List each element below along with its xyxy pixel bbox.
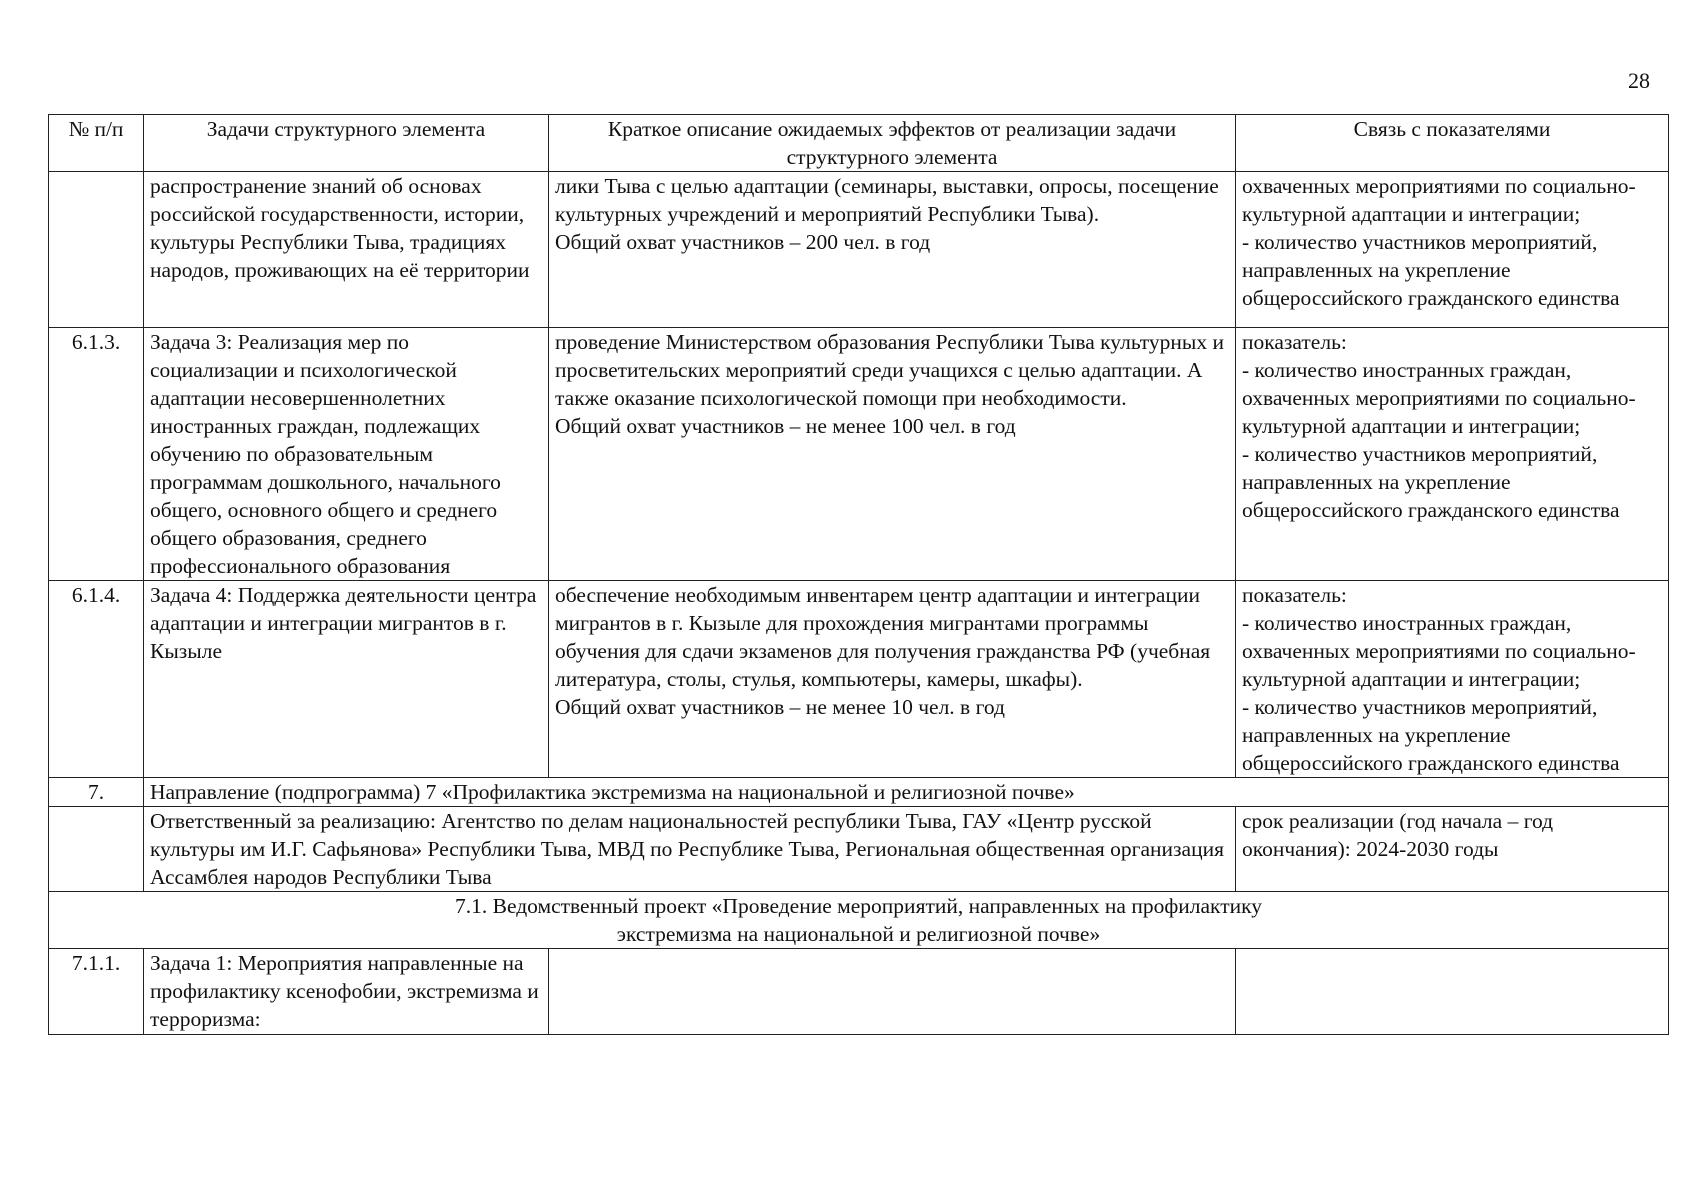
responsible-row <box>49 807 1669 892</box>
indicator-item: - количество иностранных граждан, охваченных мероприятиями по социально-культурной адаптации и интеграции; <box>1242 611 1636 691</box>
direction-row <box>49 778 1669 807</box>
effect-text: проведение Министерством образования Республики Тыва культурных и просветительских мероприятий среди учащихся с целью адаптации. А также оказание психологической помощи при необходимости. <box>555 330 1224 410</box>
indicator-item: - количество иностранных граждан, охваченных мероприятиями по социально-культурной адаптации и интеграции; <box>1242 358 1636 438</box>
row-task: Задача 1: Мероприятия направленные на профилактику ксенофобии, экстремизма и терроризма: <box>144 949 549 1035</box>
row-indicators <box>1236 172 1669 328</box>
indicator-item: - количество участников мероприятий, направленных на укрепление общероссийского гражданского единства <box>1242 230 1620 310</box>
header-tasks: Задачи структурного элемента <box>144 115 549 172</box>
table-row <box>49 328 1669 581</box>
effect-coverage: Общий охват участников – не менее 10 чел. в год <box>555 695 1005 719</box>
row-task: Задача 3: Реализация мер по социализации и психологической адаптации несовершеннолетних иностранных граждан, подлежащих обучению по образовательным программам дошкольного, начального общего, основного общего и среднего общего образования, среднего профессионального образования <box>144 328 549 581</box>
table-header-row <box>49 115 1669 172</box>
program-table <box>48 114 1669 1035</box>
row-effect <box>549 328 1236 581</box>
row-number: 6.1.3. <box>49 328 144 581</box>
header-indicators: Связь с показателями <box>1236 115 1669 172</box>
header-effects: Краткое описание ожидаемых эффектов от реализации задачи структурного элемента <box>549 115 1236 172</box>
table-row <box>49 581 1669 778</box>
row-effect <box>549 949 1236 1035</box>
project-row <box>49 892 1669 949</box>
project-title <box>49 892 1669 949</box>
row-number: 7.1.1. <box>49 949 144 1035</box>
effect-coverage: Общий охват участников – не менее 100 чел. в год <box>555 414 1016 438</box>
effect-text: обеспечение необходимым инвентарем центр адаптации и интеграции мигрантов в г. Кызыле для прохождения мигрантами программы обучения для сдачи экзаменов для получения гражданства РФ (учебная литература, столы, стулья, компьютеры, камеры, шкафы). <box>555 583 1211 691</box>
table-row <box>49 949 1669 1035</box>
indicator-item: - количество участников мероприятий, направленных на укрепление общероссийского гражданского единства <box>1242 442 1620 522</box>
empty-cell <box>49 807 144 892</box>
table-row <box>49 172 1669 328</box>
direction-title: Направление (подпрограмма) 7 «Профилактика экстремизма на национальной и религиозной почве» <box>144 778 1669 807</box>
indicator-label: показатель: <box>1242 330 1347 354</box>
header-number: № п/п <box>49 115 144 172</box>
row-effect <box>549 581 1236 778</box>
effect-coverage: Общий охват участников – 200 чел. в год <box>555 230 931 254</box>
responsible-text: Ответственный за реализацию: Агентство по делам национальностей республики Тыва, ГАУ «Центр русской культуры им И.Г. Сафьянова» Республики Тыва, МВД по Республике Тыва, Региональная общественная организация Ассамблея народов Республики Тыва <box>144 807 1236 892</box>
row-number <box>49 172 144 328</box>
indicator-label: показатель: <box>1242 583 1347 607</box>
row-indicators <box>1236 581 1669 778</box>
row-number: 6.1.4. <box>49 581 144 778</box>
row-task: Задача 4: Поддержка деятельности центра адаптации и интеграции мигрантов в г. Кызыле <box>144 581 549 778</box>
row-indicators <box>1236 949 1669 1035</box>
project-title-text: 7.1. Ведомственный проект «Проведение мероприятий, направленных на профилактику экстремизма на национальной и религиозной почве» <box>454 894 1262 946</box>
indicator-item: - количество участников мероприятий, направленных на укрепление общероссийского гражданского единства <box>1242 695 1620 775</box>
direction-number: 7. <box>49 778 144 807</box>
row-indicators <box>1236 328 1669 581</box>
row-effect <box>549 172 1236 328</box>
term-text: срок реализации (год начала – год окончания): 2024-2030 годы <box>1236 807 1669 892</box>
effect-text: лики Тыва с целью адаптации (семинары, выставки, опросы, посещение культурных учреждений и мероприятий Республики Тыва). <box>555 174 1219 226</box>
indicator-item: охваченных мероприятиями по социально-культурной адаптации и интеграции; <box>1242 174 1636 226</box>
page-number: 28 <box>1628 68 1650 93</box>
row-task: распространение знаний об основах российской государственности, истории, культуры Республики Тыва, традициях народов, проживающих на её территории <box>144 172 549 328</box>
